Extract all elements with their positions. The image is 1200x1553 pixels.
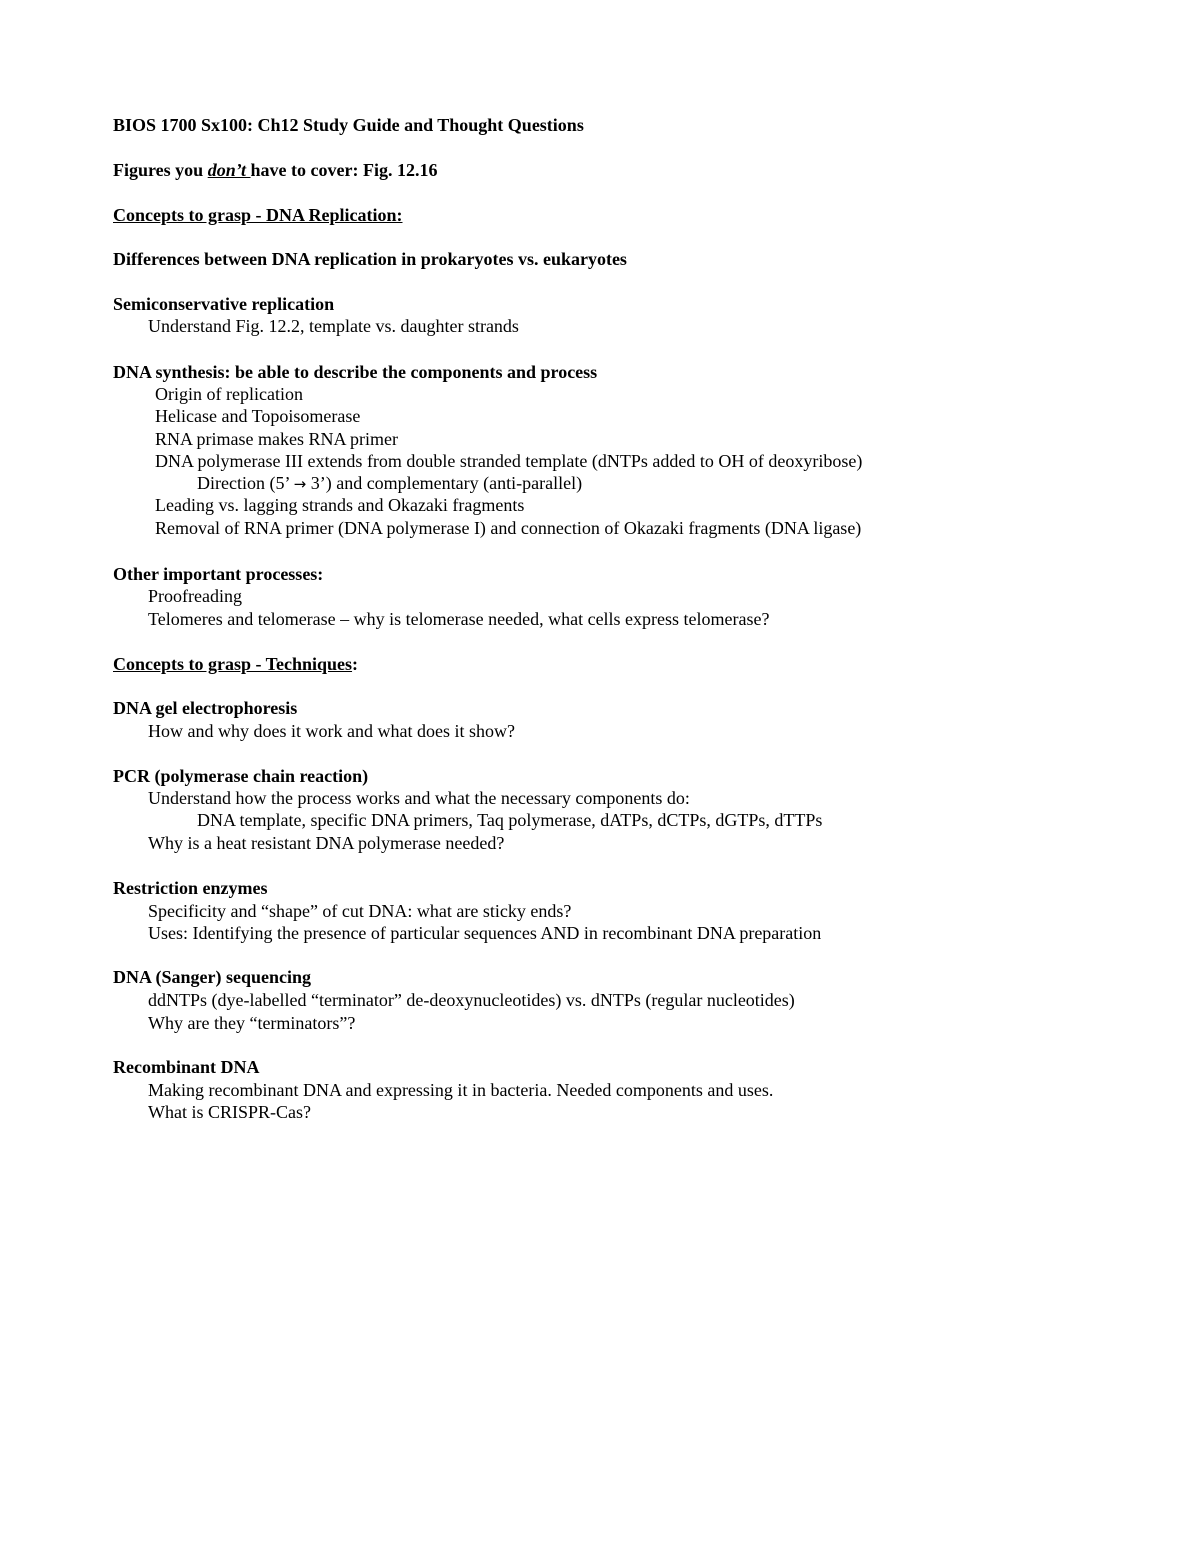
restriction-item-specificity: Specificity and “shape” of cut DNA: what are sticky ends? (148, 901, 572, 921)
heading-other-processes: Other important processes: (113, 564, 324, 584)
pcr-item-heat-resistant: Why is a heat resistant DNA polymerase needed? (148, 833, 505, 853)
heading-gel-electrophoresis: DNA gel electrophoresis (113, 698, 298, 718)
synthesis-item-origin: Origin of replication (155, 384, 303, 404)
figures-note-emphasis: don’t (207, 160, 251, 180)
heading-semiconservative: Semiconservative replication (113, 294, 335, 314)
sanger-item-terminators: Why are they “terminators”? (148, 1013, 356, 1033)
heading-pcr: PCR (polymerase chain reaction) (113, 766, 369, 786)
section-heading-techniques-text: Concepts to grasp - Techniques (113, 654, 353, 674)
document-title: BIOS 1700 Sx100: Ch12 Study Guide and Thought Questions (113, 115, 584, 135)
synthesis-item-direction (197, 472, 582, 495)
figures-note-suffix: have to cover: Fig. 12.16 (250, 160, 438, 180)
right-arrow-icon: → (293, 475, 307, 493)
other-item-telomeres: Telomeres and telomerase – why is telomerase needed, what cells express telomerase? (148, 609, 770, 629)
figures-note-prefix: Figures you (113, 160, 208, 180)
direction-text-after: 3’) and complementary (anti-parallel) (306, 473, 583, 493)
heading-restriction-enzymes: Restriction enzymes (113, 878, 268, 898)
synthesis-item-primer-removal: Removal of RNA primer (DNA polymerase I) and connection of Okazaki fragments (DNA ligase) (155, 518, 862, 538)
semiconservative-item: Understand Fig. 12.2, template vs. daughter strands (148, 316, 519, 336)
recombinant-item-crispr: What is CRISPR-Cas? (148, 1102, 312, 1122)
recombinant-item-making: Making recombinant DNA and expressing it in bacteria. Needed components and uses. (148, 1080, 774, 1100)
section-heading-techniques-colon: : (352, 654, 359, 674)
sanger-item-ddntps: ddNTPs (dye-labelled “terminator” de-deoxynucleotides) vs. dNTPs (regular nucleotides) (148, 990, 795, 1010)
synthesis-item-primase: RNA primase makes RNA primer (155, 429, 398, 449)
pcr-item-components: DNA template, specific DNA primers, Taq polymerase, dATPs, dCTPs, dGTPs, dTTPs (197, 810, 823, 830)
section-heading-techniques (113, 653, 358, 675)
heading-differences: Differences between DNA replication in prokaryotes vs. eukaryotes (113, 249, 627, 269)
synthesis-item-polymerase-iii: DNA polymerase III extends from double stranded template (dNTPs added to OH of deoxyribose) (155, 451, 863, 471)
heading-sanger-sequencing: DNA (Sanger) sequencing (113, 967, 312, 987)
section-heading-replication: Concepts to grasp - DNA Replication: (113, 205, 403, 225)
pcr-item-process: Understand how the process works and what the necessary components do: (148, 788, 690, 808)
heading-dna-synthesis: DNA synthesis: be able to describe the components and process (113, 362, 598, 382)
other-item-proofreading: Proofreading (148, 586, 242, 606)
direction-text-before: Direction (5’ (197, 473, 294, 493)
gel-item: How and why does it work and what does it show? (148, 721, 515, 741)
figures-note (113, 159, 437, 181)
heading-recombinant-dna: Recombinant DNA (113, 1057, 260, 1077)
synthesis-item-helicase: Helicase and Topoisomerase (155, 406, 361, 426)
restriction-item-uses: Uses: Identifying the presence of particular sequences AND in recombinant DNA preparation (148, 923, 822, 943)
synthesis-item-leading-lagging: Leading vs. lagging strands and Okazaki fragments (155, 495, 525, 515)
